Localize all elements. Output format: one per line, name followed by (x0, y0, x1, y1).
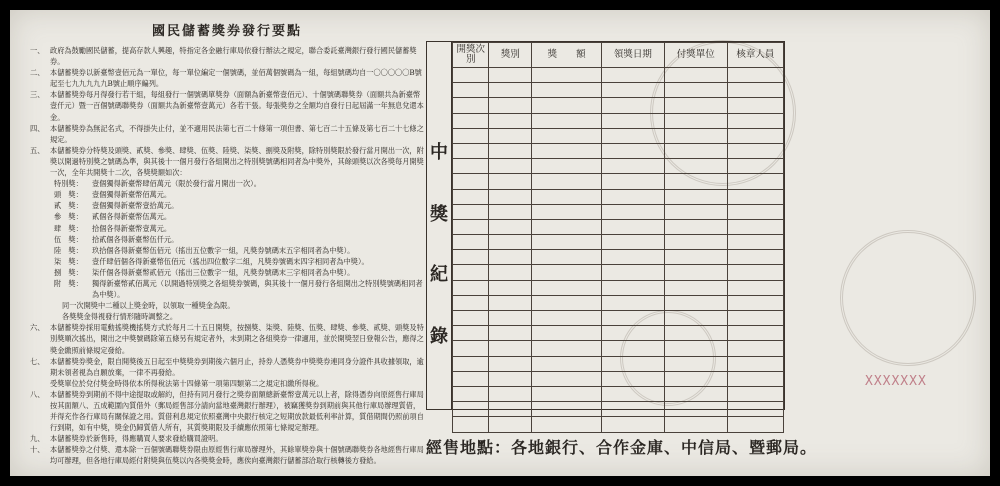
record-cell (453, 219, 489, 234)
prize-name: 貳 獎： (54, 201, 83, 211)
record-cell (489, 326, 532, 341)
record-cell (664, 113, 727, 128)
record-cell (601, 159, 664, 174)
record-cell (489, 280, 532, 295)
record-cell (601, 265, 664, 280)
record-row (453, 356, 784, 371)
record-cell (664, 68, 727, 83)
record-cell (489, 189, 532, 204)
record-row (453, 280, 784, 295)
record-cell (489, 371, 532, 386)
record-cell (489, 295, 532, 310)
record-row (453, 219, 784, 234)
record-cell (532, 174, 602, 189)
record-cell (601, 204, 664, 219)
prize-line (30, 223, 424, 234)
prize-line (30, 189, 424, 200)
record-row (453, 386, 784, 401)
record-row (453, 204, 784, 219)
record-cell (532, 204, 602, 219)
record-row (453, 235, 784, 250)
record-title (427, 42, 452, 409)
record-row (453, 68, 784, 83)
terms-item-number (30, 378, 50, 389)
record-cell (601, 417, 664, 432)
record-cell (489, 219, 532, 234)
terms-item-number: 二、 (30, 68, 45, 78)
record-row (453, 159, 784, 174)
record-cell (601, 250, 664, 265)
record-cell (489, 235, 532, 250)
record-cell (664, 417, 727, 432)
record-cell (601, 98, 664, 113)
record-cell (532, 159, 602, 174)
prize-description: 壹個獨得新臺幣佰萬元。 (92, 190, 172, 200)
terms-item-number: 四、 (30, 123, 45, 133)
record-title-char: 紀 (430, 264, 448, 285)
record-cell (453, 204, 489, 219)
record-cell (601, 326, 664, 341)
record-cell (727, 204, 783, 219)
record-cell (664, 265, 727, 280)
record-cell (664, 341, 727, 356)
record-cell (727, 143, 783, 158)
record-cell (664, 280, 727, 295)
record-cell (727, 326, 783, 341)
prize-name: 伍 獎： (54, 234, 83, 244)
record-cell (727, 113, 783, 128)
record-cell (601, 371, 664, 386)
record-cell (453, 417, 489, 432)
record-cell (489, 204, 532, 219)
record-title-char: 錄 (430, 326, 448, 347)
record-row (453, 113, 784, 128)
terms-item-number: 一、 (30, 46, 45, 55)
record-cell (532, 386, 602, 401)
record-cell (664, 98, 727, 113)
prize-description: 拾貳個各得新臺幣伍仟元。 (92, 234, 179, 244)
record-cell (489, 341, 532, 356)
terms-note: 各獎獎金得視發行情形隨時調整之。 (62, 312, 178, 322)
prize-record-table (426, 41, 785, 410)
terms-item (30, 378, 424, 389)
record-cell (664, 402, 727, 417)
terms-item-number: 五、 (30, 145, 45, 155)
record-cell (601, 83, 664, 98)
prize-line (30, 234, 424, 245)
record-cell (489, 143, 532, 158)
terms-item (30, 89, 424, 122)
prize-description: 玖拾個各得新臺幣伍佰元（搖出五位數字一組，凡獎券號碼末五字相同者為中獎）。 (92, 245, 355, 255)
record-title-char: 中 (430, 142, 448, 163)
record-cell (453, 326, 489, 341)
record-cell (727, 98, 783, 113)
record-cell (489, 402, 532, 417)
terms-item (30, 145, 424, 178)
terms-item-number: 八、 (30, 389, 45, 399)
record-cell (664, 189, 727, 204)
record-row (453, 402, 784, 417)
record-cell (664, 128, 727, 143)
terms-item (30, 444, 424, 466)
terms-item-number: 三、 (30, 90, 45, 100)
prize-line (30, 178, 424, 189)
prize-name: 捌 獎： (54, 267, 83, 277)
terms-item (30, 45, 424, 67)
record-cell (532, 280, 602, 295)
record-cell (664, 371, 727, 386)
record-cell (664, 235, 727, 250)
prize-name: 頭 獎： (54, 190, 83, 200)
record-cell (489, 98, 532, 113)
record-cell (727, 311, 783, 326)
terms-item-text: 本儲蓄獎券採用電動搖獎機搖獎方式於每月二十五日開獎，按捌獎、柒獎、陸獎、伍獎、肆獎、參獎、貳獎、頭獎及特別獎順次搖出，開出之中獎號碼除第五條另有規定者外，未到期之各組獎券一律適用，並於開獎翌日登報公告，應得之獎金繳照前條規定發給。 (50, 323, 424, 355)
issuance-terms (30, 18, 424, 467)
record-cell (727, 295, 783, 310)
record-cell (601, 386, 664, 401)
header-draw-number: 開獎次別 (453, 43, 489, 68)
record-cell (664, 143, 727, 158)
record-cell (532, 83, 602, 98)
record-cell (727, 417, 783, 432)
record-cell (664, 174, 727, 189)
record-cell (601, 341, 664, 356)
record-cell (601, 143, 664, 158)
record-cell (453, 386, 489, 401)
record-header-row (453, 43, 784, 68)
record-cell (532, 417, 602, 432)
record-cell (532, 235, 602, 250)
record-cell (532, 402, 602, 417)
record-cell (727, 386, 783, 401)
record-cell (453, 68, 489, 83)
record-row (453, 311, 784, 326)
terms-item (30, 67, 424, 89)
record-cell (489, 417, 532, 432)
prize-name: 柒 獎： (54, 256, 83, 266)
record-row (453, 326, 784, 341)
record-cell (532, 98, 602, 113)
record-cell (453, 371, 489, 386)
record-cell (453, 235, 489, 250)
record-cell (727, 235, 783, 250)
record-cell (601, 174, 664, 189)
terms-item-number: 七、 (30, 356, 45, 366)
header-prize-amount: 獎 額 (532, 43, 602, 68)
record-cell (453, 295, 489, 310)
record-title-char: 獎 (430, 204, 448, 225)
record-cell (727, 356, 783, 371)
record-cell (664, 386, 727, 401)
terms-note: 同一次開獎中二種以上獎金時，以領取一種獎金為限。 (62, 301, 235, 311)
record-cell (664, 311, 727, 326)
terms-item-number: 六、 (30, 323, 45, 333)
prize-name: 陸 獎： (54, 245, 83, 255)
terms-item-text: 本儲蓄獎券到期前不得中途提取或解約，但持有同月發行之獎券面額總新臺幣壹萬元以上者，除得憑券向原經售行庫局按其面額八、五成範圍內質借外（郵局經售部分請向當地臺灣銀行辦理），被竊獲獎券到期前與其他行庫局辦理質借，并得充作各行庫局有關保證之用。質借利息規定依照臺灣中央銀行核定之短期放款最低利率計算，質借期間仍照前項自行到期，如有中獎，獎金仍歸質借人所有，其質獎期限及手續應依照第七條規定辦理。 (50, 389, 424, 433)
record-cell (601, 189, 664, 204)
record-cell (727, 83, 783, 98)
record-row (453, 295, 784, 310)
record-grid (452, 42, 784, 433)
record-cell (532, 250, 602, 265)
terms-item-text: 受獎單位於兌付獎金時得依本所得稅法第十四條第一項第四類第二之規定扣繳所得稅。 (50, 378, 324, 388)
prize-name: 參 獎： (54, 212, 83, 222)
record-row (453, 265, 784, 280)
record-cell (664, 219, 727, 234)
record-cell (453, 128, 489, 143)
record-row (453, 189, 784, 204)
record-cell (601, 280, 664, 295)
record-cell (532, 311, 602, 326)
record-row (453, 174, 784, 189)
record-cell (727, 250, 783, 265)
record-cell (453, 113, 489, 128)
prize-description: 壹個獨得新臺幣肆佰萬元（限於發行當月開出一次）。 (92, 179, 261, 189)
header-claim-date: 領獎日期 (601, 43, 664, 68)
terms-item-text: 本儲蓄獎券獎金，限自開獎後五日起至中獎獎券到期後六個月止，持券人憑獎券中獎獎券連同身分證件具收據領取，逾期未領者視為自願放棄，一律不再發給。 (50, 356, 424, 377)
record-cell (453, 280, 489, 295)
record-cell (664, 159, 727, 174)
record-cell (453, 250, 489, 265)
record-cell (453, 402, 489, 417)
record-cell (664, 83, 727, 98)
record-cell (489, 159, 532, 174)
record-cell (489, 386, 532, 401)
record-cell (532, 265, 602, 280)
record-cell (601, 295, 664, 310)
header-paying-unit: 付獎單位 (664, 43, 727, 68)
record-cell (532, 219, 602, 234)
record-cell (532, 128, 602, 143)
record-cell (664, 295, 727, 310)
record-cell (727, 280, 783, 295)
prize-line (30, 245, 424, 256)
terms-item (30, 123, 424, 145)
terms-item-text: 本儲蓄獎券每月得發行若干組，每組發行一個號碼單獎券（面額為新臺幣壹佰元）、十個號碼聯獎券（面額共為新臺幣壹仟元）暨一百個號碼聯獎券（面額共為新臺幣壹萬元）各若干張。每張獎券之全額均自發行日起屆滿一年無息兌還本金。 (50, 90, 424, 122)
record-cell (601, 68, 664, 83)
record-cell (489, 128, 532, 143)
terms-title: 國民儲蓄獎券發行要點 (151, 24, 302, 39)
record-cell (453, 83, 489, 98)
record-cell (601, 219, 664, 234)
record-cell (489, 311, 532, 326)
record-cell (532, 341, 602, 356)
prize-line (30, 267, 424, 278)
terms-item (30, 433, 424, 444)
record-cell (727, 402, 783, 417)
record-cell (727, 159, 783, 174)
header-prize-type: 獎別 (489, 43, 532, 68)
record-cell (532, 189, 602, 204)
record-cell (453, 159, 489, 174)
record-cell (727, 371, 783, 386)
record-cell (489, 356, 532, 371)
record-cell (532, 356, 602, 371)
terms-item-text: 本儲蓄獎券以新臺幣壹佰元為一單位，每一單位編定一個號碼，並佰萬個號碼為一組，每組號碼均自一〇〇〇〇〇B號起至七九九九九九B號止順序編列。 (50, 68, 422, 89)
terms-item-text: 本儲蓄獎券為無記名式，不得掛失止付，並不適用民法第七百二十條第一項但書、第七百二十五條及第七百二十七條之規定。 (50, 123, 424, 144)
sales-locations: 經售地點：各地銀行、合作金庫、中信局、暨郵局。 (426, 438, 818, 457)
record-cell (664, 250, 727, 265)
record-cell (727, 174, 783, 189)
record-cell (453, 143, 489, 158)
record-cell (727, 128, 783, 143)
record-cell (532, 371, 602, 386)
record-row (453, 128, 784, 143)
prize-description: 貳個各得新臺幣伍萬元。 (92, 212, 172, 222)
terms-item (30, 389, 424, 433)
record-cell (489, 83, 532, 98)
terms-item-text: 本儲蓄獎券分特獎及頭獎、貳獎、參獎、肆獎、伍獎、陸獎、柒獎、捌獎及附獎，除特別獎限於發行當月開出一次，附獎以開過特別獎之號碼為準，與其後十一個月發行各組開出之特別獎號碼相同者為中獎外，其餘頭獎以次各獎每月開獎一次，全年共開獎十二次，各獎獎額如次： (50, 145, 424, 178)
record-cell (453, 356, 489, 371)
record-cell (601, 402, 664, 417)
prize-line (30, 211, 424, 222)
terms-list (30, 45, 424, 467)
record-cell (664, 326, 727, 341)
prize-description: 壹個獨得新臺幣壹拾萬元。 (92, 201, 179, 211)
record-cell (727, 68, 783, 83)
prize-name: 附 獎： (54, 278, 83, 288)
prize-name: 肆 獎： (54, 223, 83, 233)
record-cell (453, 174, 489, 189)
record-row (453, 250, 784, 265)
watermark-seal (840, 230, 976, 366)
terms-item-number: 十、 (30, 445, 45, 455)
record-cell (453, 311, 489, 326)
prize-description: 壹仟肆佰個各得新臺幣伍佰元（搖出四位數字二組，凡獎券號碼末四字相同者為中獎）。 (92, 256, 369, 266)
prize-line (30, 256, 424, 267)
terms-item-number: 九、 (30, 434, 45, 444)
terms-item-text: 政府為鼓勵國民儲蓄，提高存款人興趣，特指定各金融行庫局依發行辦法之規定，聯合委託臺灣銀行發行國民儲蓄獎券。 (50, 46, 417, 67)
record-row (453, 83, 784, 98)
record-row (453, 341, 784, 356)
record-cell (489, 250, 532, 265)
record-cell (664, 356, 727, 371)
record-cell (727, 265, 783, 280)
record-cell (601, 113, 664, 128)
record-cell (489, 68, 532, 83)
record-cell (489, 174, 532, 189)
prize-description: 獨得新臺幣貳佰萬元（以開過特別獎之各組獎券號碼，與其後十一個月發行各組開出之特別獎號碼相同者為中獎）。 (92, 278, 423, 300)
record-cell (532, 295, 602, 310)
record-cell (601, 356, 664, 371)
record-cell (532, 68, 602, 83)
record-row (453, 417, 784, 432)
record-cell (727, 219, 783, 234)
terms-item (30, 322, 424, 355)
header-verifier: 核章人員 (727, 43, 783, 68)
record-cell (727, 189, 783, 204)
prize-name: 特別獎： (54, 179, 83, 189)
prize-description: 拾個各得新臺幣壹萬元。 (92, 223, 172, 233)
terms-item (30, 356, 424, 378)
record-cell (601, 311, 664, 326)
record-cell (532, 143, 602, 158)
record-cell (453, 189, 489, 204)
record-row (453, 143, 784, 158)
prize-line (30, 278, 424, 300)
record-cell (727, 341, 783, 356)
record-row (453, 371, 784, 386)
record-cell (453, 98, 489, 113)
record-cell (601, 128, 664, 143)
prize-description: 柒仟個各得新臺幣貳佰元（搖出三位數字一組，凡獎券號碼末三字相同者為中獎）。 (92, 267, 355, 277)
record-cell (489, 113, 532, 128)
record-row (453, 98, 784, 113)
record-cell (532, 113, 602, 128)
record-cell (532, 326, 602, 341)
record-cell (453, 265, 489, 280)
serial-number: XXXXXXX (865, 374, 927, 389)
record-cell (601, 235, 664, 250)
record-cell (489, 265, 532, 280)
terms-item-text: 本儲蓄獎券之付獎、還本除一百個號碼聯獎券限由原經售行庫局辦理外，其餘單獎券與十個號碼聯獎券各地經售行庫局均可辦理，但各地行庫局經付附獎與伍獎以內各獎獎金時，應俟向臺灣銀行儲蓄部洽取行核轉後方發給。 (50, 445, 424, 466)
lottery-bond-back (10, 10, 990, 476)
record-cell (453, 341, 489, 356)
terms-item-text: 本儲蓄獎券於新售時，得應購買人要求發給購買證明。 (50, 434, 223, 444)
prize-line (30, 200, 424, 211)
record-cell (664, 204, 727, 219)
